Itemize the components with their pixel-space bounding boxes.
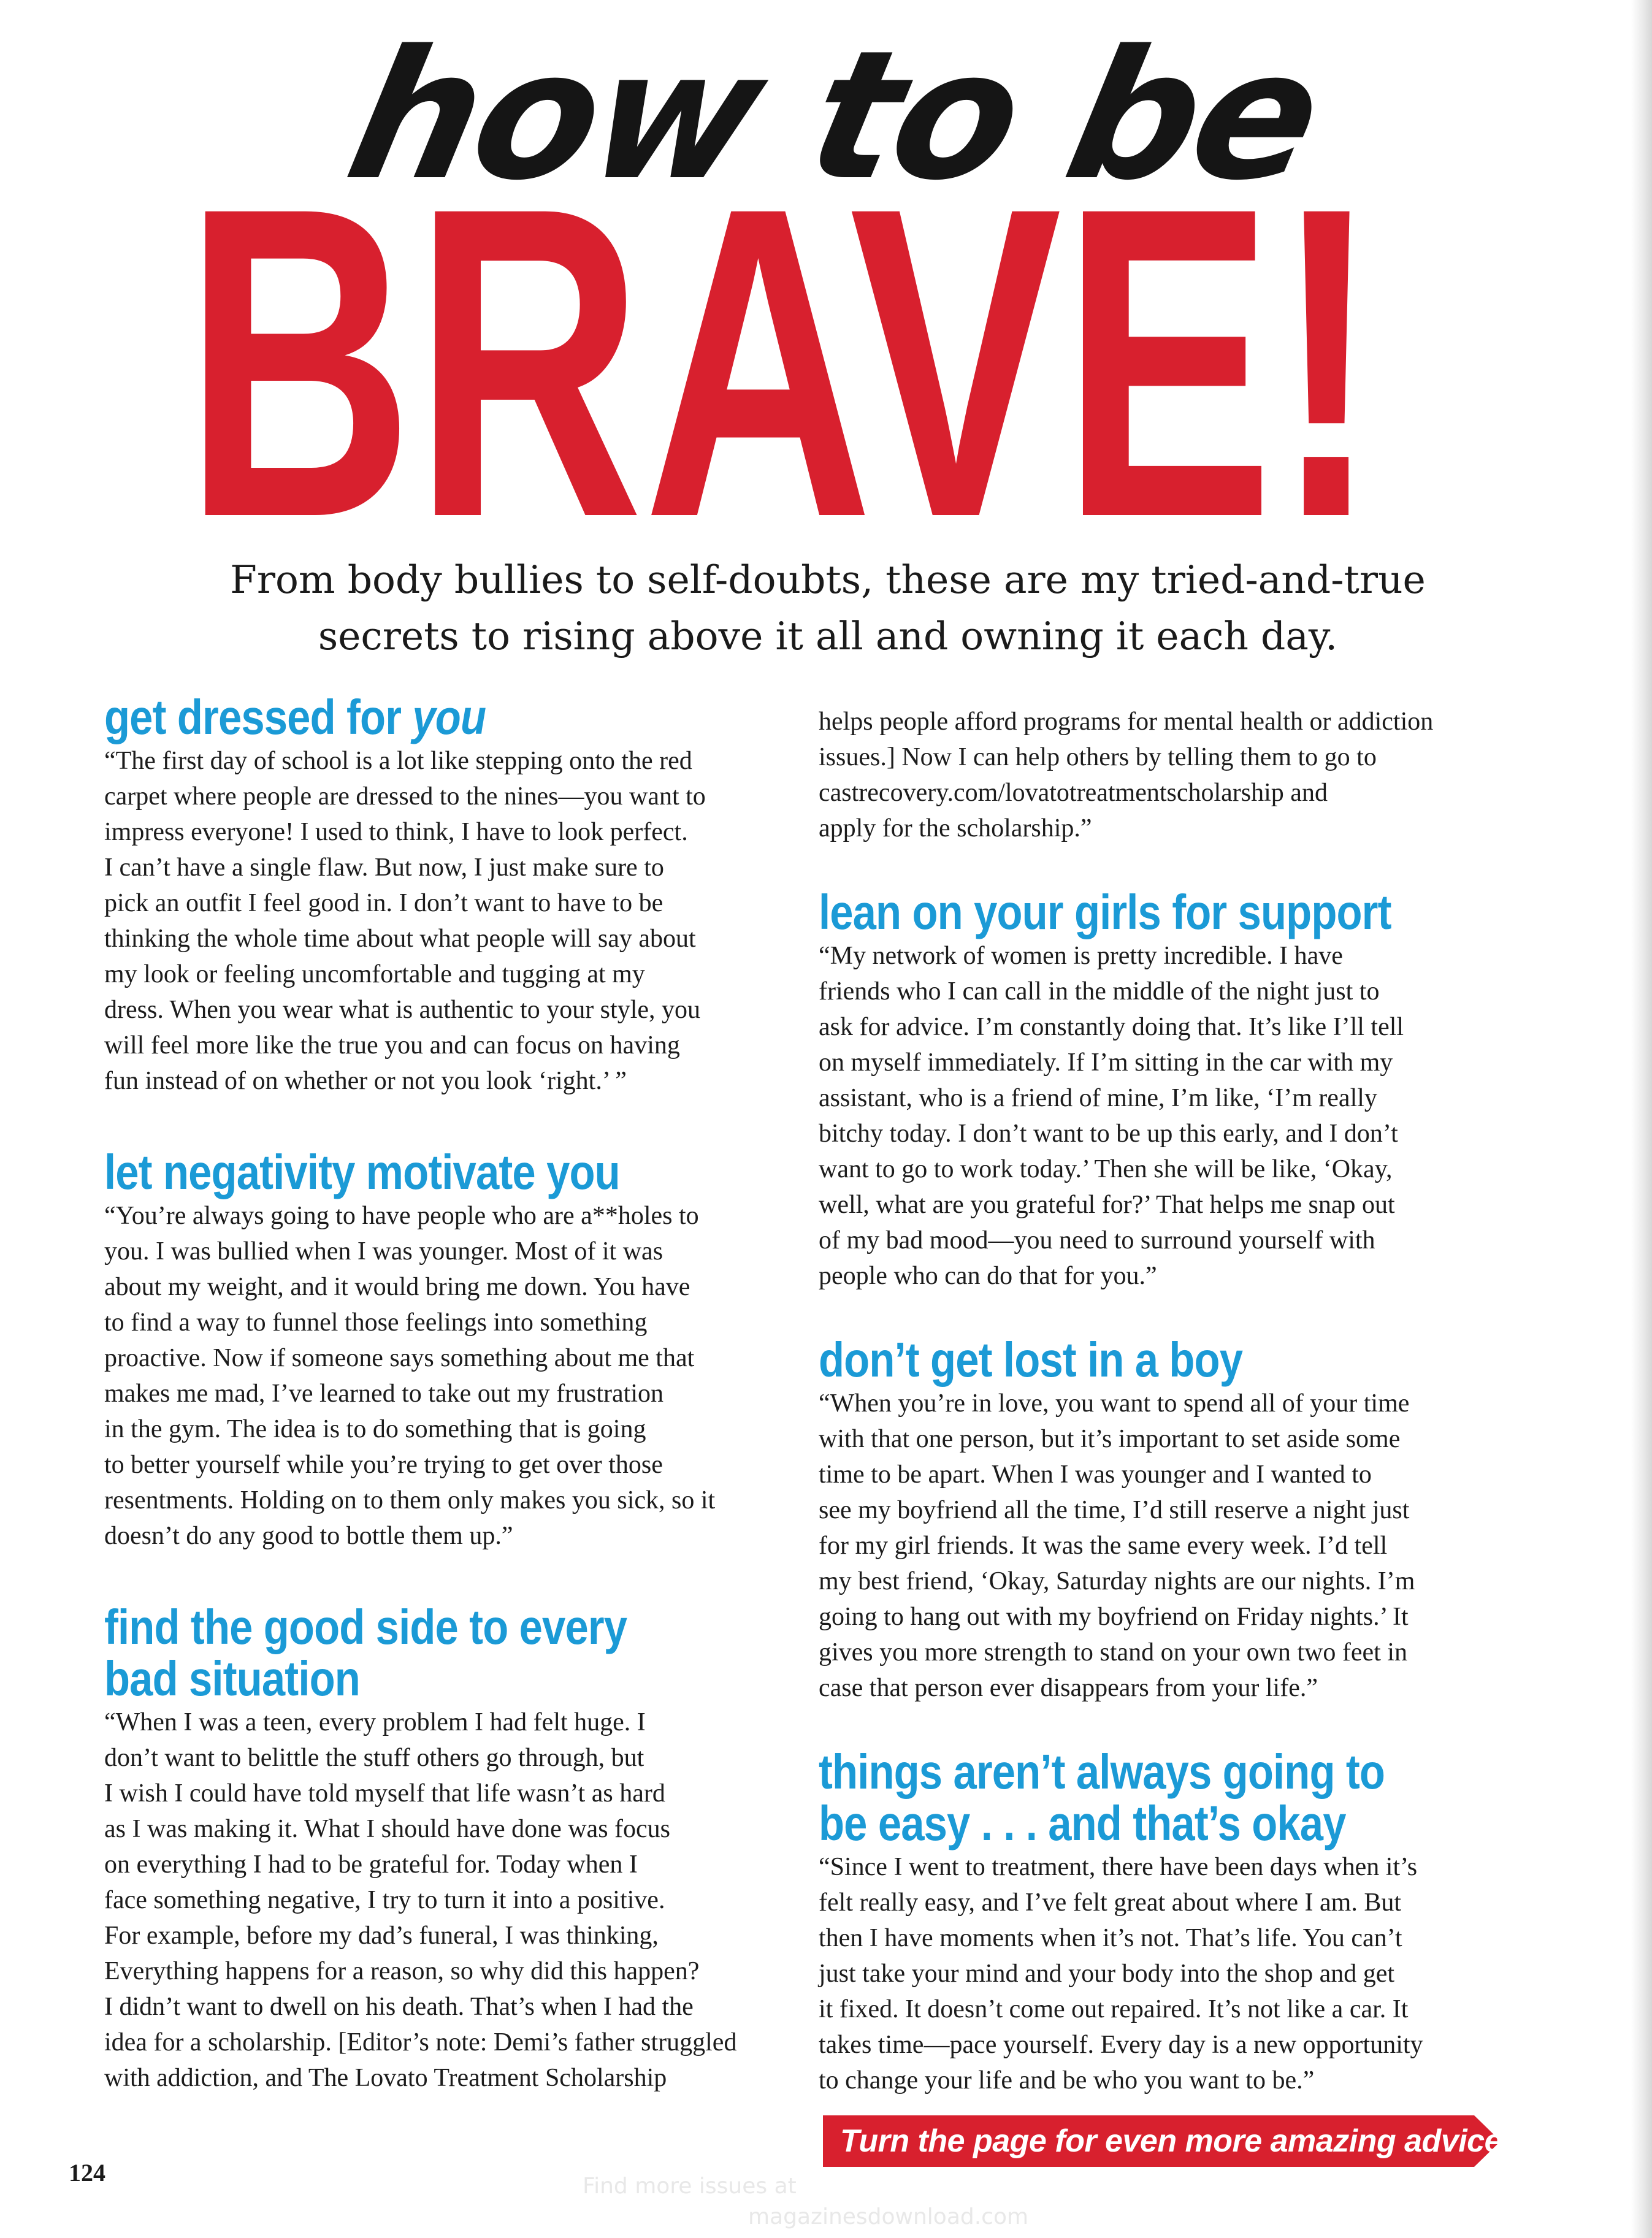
body-line: thinking the whole time about what people will say about (104, 925, 696, 953)
body-line: will feel more like the true you and can focus on having (104, 1031, 680, 1060)
deck-subtitle (92, 552, 1564, 665)
section-things-not-easy (819, 1746, 1512, 2098)
heading-text: don’t get lost in a boy (819, 1332, 1243, 1387)
body-line: I wish I could have told myself that life wasn’t as hard (104, 1779, 665, 1808)
body-line: resentments. Holding on to them only makes you sick, so it (104, 1486, 716, 1514)
section-heading (104, 1147, 879, 1198)
body-line: case that person ever disappears from your life.” (819, 1674, 1318, 1702)
body-line: castrecovery.com/lovatotreatmentscholarship and (819, 779, 1328, 807)
turn-page-banner[interactable] (823, 2115, 1512, 2167)
body-line: “When I was a teen, every problem I had felt huge. I (104, 1708, 646, 1736)
section-body (819, 704, 1512, 846)
body-line: pick an outfit I feel good in. I don’t want to have to be (104, 889, 663, 917)
heading-text: let negativity motivate you (104, 1145, 620, 1199)
body-line: see my boyfriend all the time, I’d still reserve a night just (819, 1496, 1410, 1524)
section-body (819, 1849, 1512, 2098)
body-line: I didn’t want to dwell on his death. That’s when I had the (104, 1993, 694, 2021)
body-line: bitchy today. I don’t want to be up this early, and I don’t (819, 1120, 1398, 1148)
section-dont-get-lost (819, 1334, 1512, 1706)
body-line: my best friend, ‘Okay, Saturday nights are our nights. I’m (819, 1567, 1415, 1595)
page-edge-shadow (1631, 0, 1652, 2238)
body-line: “You’re always going to have people who are a**holes to (104, 1202, 699, 1230)
heading-text: get dressed for (104, 690, 413, 744)
body-line: to better yourself while you’re trying to get over those (104, 1451, 663, 1479)
body-line: time to be apart. When I was younger and I wanted to (819, 1461, 1372, 1489)
body-line: in the gym. The idea is to do something that is going (104, 1415, 646, 1443)
body-line: “Since I went to treatment, there have been days when it’s (819, 1853, 1418, 1881)
left-column (104, 692, 797, 2096)
banner-label: Turn the page for even more amazing advice! (840, 2123, 1512, 2159)
body-line: as I was making it. What I should have done was focus (104, 1815, 671, 1843)
body-line: fun instead of on whether or not you look ‘right.’ ” (104, 1067, 627, 1095)
body-line: going to hang out with my boyfriend on Friday nights.’ It (819, 1603, 1409, 1631)
section-heading (819, 1334, 1593, 1386)
body-line: carpet where people are dressed to the nines—you want to (104, 782, 706, 811)
body-line: assistant, who is a friend of mine, I’m like, ‘I’m really (819, 1084, 1377, 1112)
body-line: ask for advice. I’m constantly doing that. It’s like I’ll tell (819, 1013, 1404, 1041)
body-line: on myself immediately. If I’m sitting in the car with my (819, 1048, 1393, 1077)
page-number: 124 (69, 2159, 105, 2186)
body-line: to find a way to funnel those feelings into something (104, 1308, 648, 1337)
body-line: felt really easy, and I’ve felt great about where I am. But (819, 1889, 1402, 1917)
body-line: “The first day of school is a lot like stepping onto the red (104, 747, 692, 775)
heading-emphasis: you (412, 690, 486, 744)
body-line: “My network of women is pretty incredible. I have (819, 942, 1343, 970)
body-line: apply for the scholarship.” (819, 814, 1092, 842)
section-heading (104, 1602, 879, 1705)
body-line: on everything I had to be grateful for. Today when I (104, 1850, 638, 1879)
section-body (104, 1198, 797, 1554)
heading-text: be easy . . . and that’s okay (819, 1796, 1346, 1850)
body-line: don’t want to belittle the stuff others go through, but (104, 1744, 644, 1772)
body-line: you. I was bullied when I was younger. Most of it was (104, 1237, 663, 1266)
body-line: people who can do that for you.” (819, 1262, 1157, 1290)
body-line: with that one person, but it’s important to set aside some (819, 1425, 1401, 1453)
heading-text: find the good side to every (104, 1600, 627, 1654)
title-script-line: how to be (332, 13, 1336, 220)
body-line: gives you more strength to stand on your own two feet in (819, 1638, 1408, 1667)
section-body (819, 938, 1512, 1294)
body-line: impress everyone! I used to think, I have to look perfect. (104, 818, 688, 846)
section-heading (819, 1746, 1593, 1849)
body-line: of my bad mood—you need to surround yourself with (819, 1226, 1375, 1255)
body-line: idea for a scholarship. [Editor’s note: Demi’s father struggled (104, 2028, 737, 2057)
body-line: face something negative, I try to turn it into a positive. (104, 1886, 665, 1914)
section-body (819, 1386, 1512, 1706)
body-line: friends who I can call in the middle of the night just to (819, 977, 1380, 1006)
body-line: dress. When you wear what is authentic to your style, you (104, 996, 701, 1024)
section-heading (819, 887, 1593, 938)
section-body (104, 743, 797, 1099)
body-line: takes time—pace yourself. Every day is a new opportunity (819, 2031, 1423, 2059)
body-line: doesn’t do any good to bottle them up.” (104, 1522, 513, 1550)
body-line: well, what are you grateful for?’ That helps me snap out (819, 1191, 1395, 1219)
body-line: proactive. Now if someone says something about me that (104, 1344, 695, 1372)
body-line: “When you’re in love, you want to spend all of your time (819, 1389, 1410, 1418)
right-column (819, 704, 1512, 2098)
body-line: Everything happens for a reason, so why did this happen? (104, 1957, 700, 1985)
body-line: For example, before my dad’s funeral, I was thinking, (104, 1922, 659, 1950)
body-line: to change your life and be who you want to be.” (819, 2066, 1315, 2095)
section-lean-on-girls (819, 887, 1512, 1294)
body-line: makes me mad, I’ve learned to take out my frustration (104, 1380, 664, 1408)
heading-text: bad situation (104, 1651, 360, 1706)
section-find-good-side (104, 1602, 797, 2096)
section-let-negativity (104, 1147, 797, 1554)
section-body (104, 1705, 797, 2096)
body-line: I can’t have a single flaw. But now, I just make sure to (104, 854, 664, 882)
watermark-line-2: magazinesdownload.com (748, 2204, 1029, 2229)
body-line: just take your mind and your body into the shop and get (819, 1960, 1395, 1988)
body-line: for my girl friends. It was the same every week. I’d tell (819, 1532, 1388, 1560)
section-continued (819, 704, 1512, 846)
body-line: about my weight, and it would bring me down. You have (104, 1273, 690, 1301)
body-line: with addiction, and The Lovato Treatment Scholarship (104, 2064, 667, 2092)
heading-text: lean on your girls for support (819, 885, 1391, 939)
body-line: it fixed. It doesn’t come out repaired. It’s not like a car. It (819, 1995, 1409, 2023)
deck-line-1: From body bullies to self-doubts, these are my tried-and-true (230, 557, 1426, 602)
body-line: then I have moments when it’s not. That’s life. You can’t (819, 1924, 1402, 1952)
body-line: want to go to work today.’ Then she will be like, ‘Okay, (819, 1155, 1393, 1183)
heading-text: things aren’t always going to (819, 1744, 1385, 1799)
watermark-line-1: Find more issues at (583, 2174, 797, 2199)
body-line: helps people afford programs for mental health or addiction (819, 708, 1434, 736)
body-line: issues.] Now I can help others by telling them to go to (819, 743, 1377, 771)
body-line: my look or feeling uncomfortable and tugging at my (104, 960, 645, 988)
title-brave-text: BRAVE! (184, 115, 1380, 609)
deck-line-2: secrets to rising above it all and owning it each day. (318, 614, 1338, 659)
section-get-dressed (104, 692, 797, 1099)
section-heading (104, 692, 879, 743)
